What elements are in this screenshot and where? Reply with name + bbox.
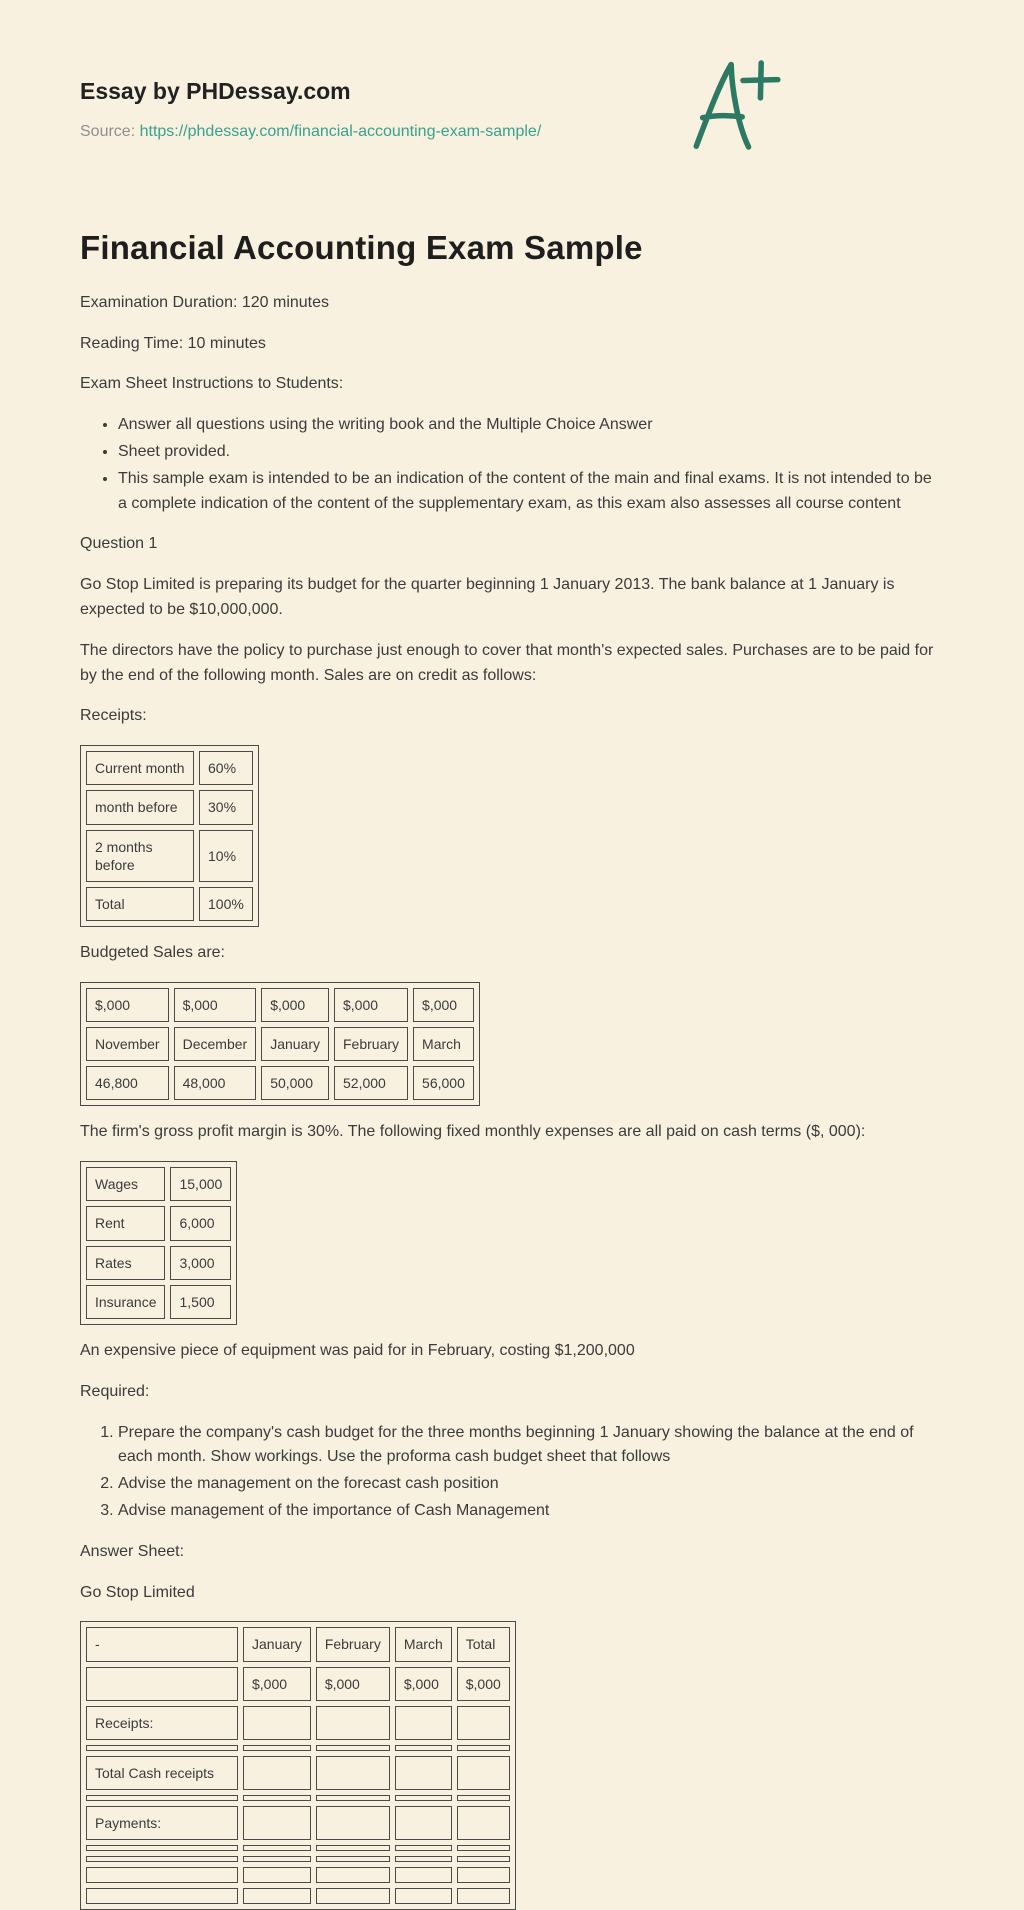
table-cell — [395, 1795, 452, 1801]
policy-paragraph: The directors have the policy to purchase just enough to cover that month's expected sales. Purchases are to be paid for by the end of the following month. Sales are on credit as follows: — [80, 641, 934, 684]
table-cell: Total — [86, 887, 194, 921]
table-cell: 2 months before — [86, 830, 194, 882]
table-cell: $,000 — [174, 988, 257, 1022]
table-row — [86, 1867, 510, 1883]
table-cell — [395, 1845, 452, 1851]
table-cell: 6,000 — [170, 1206, 231, 1240]
company-label: Go Stop Limited — [80, 1583, 195, 1601]
table-cell — [86, 1795, 238, 1801]
table-cell — [243, 1706, 311, 1740]
table-cell — [86, 1667, 238, 1701]
table-row — [86, 1706, 510, 1740]
table-row — [86, 1285, 231, 1319]
table-cell — [457, 1756, 510, 1790]
table-cell — [457, 1845, 510, 1851]
table-cell: month before — [86, 790, 194, 824]
table-row — [86, 1856, 510, 1862]
source-link[interactable]: https://phdessay.com/financial-accounting-exam-sample/ — [139, 123, 542, 140]
table-row — [86, 1027, 474, 1061]
table-cell: 46,800 — [86, 1066, 169, 1100]
table-cell — [316, 1856, 390, 1862]
source-line — [80, 120, 944, 145]
page-title: Financial Accounting Exam Sample — [80, 228, 643, 266]
table-cell — [316, 1867, 390, 1883]
table-cell — [395, 1856, 452, 1862]
table-row — [86, 1795, 510, 1801]
cash-budget-table — [80, 1621, 516, 1910]
table-row — [86, 751, 253, 785]
equipment-paragraph: An expensive piece of equipment was paid for in February, costing $1,200,000 — [80, 1342, 635, 1359]
table-cell: Rates — [86, 1246, 165, 1280]
table-cell — [316, 1845, 390, 1851]
table-cell — [243, 1806, 311, 1840]
table-cell — [86, 1845, 238, 1851]
table-cell — [395, 1706, 452, 1740]
list-item: • Sheet provided. — [118, 440, 944, 465]
table-cell — [457, 1745, 510, 1751]
table-cell: $,000 — [261, 988, 329, 1022]
exam-duration-text: Examination Duration: 120 minutes — [80, 293, 330, 311]
list-item: • Answer all questions using the writing book and the Multiple Choice Answer — [118, 413, 944, 438]
table-cell: $,000 — [413, 988, 474, 1022]
table-cell — [457, 1856, 510, 1862]
table-row — [86, 1627, 510, 1661]
table-cell — [243, 1795, 311, 1801]
table-cell — [395, 1888, 452, 1904]
table-row — [86, 1888, 510, 1904]
table-row — [86, 887, 253, 921]
table-cell: February — [316, 1627, 390, 1661]
table-row — [86, 1745, 510, 1751]
question-label: Question 1 — [80, 535, 158, 553]
table-cell: February — [334, 1027, 408, 1061]
table-cell: $,000 — [395, 1667, 452, 1701]
table-cell: Total Cash receipts — [86, 1756, 238, 1790]
table-row — [86, 1167, 231, 1201]
receipts-table — [80, 745, 259, 927]
budgeted-sales-label: Budgeted Sales are: — [80, 944, 225, 962]
table-row — [86, 1845, 510, 1851]
table-cell: January — [261, 1027, 329, 1061]
table-cell — [457, 1795, 510, 1801]
fixed-expenses-table — [80, 1161, 237, 1325]
table-cell: Payments: — [86, 1806, 238, 1840]
table-cell — [316, 1888, 390, 1904]
required-label: Required: — [80, 1382, 150, 1400]
table-row — [86, 1246, 231, 1280]
table-cell: Wages — [86, 1167, 165, 1201]
table-cell — [316, 1756, 390, 1790]
table-cell — [86, 1745, 238, 1751]
table-cell — [243, 1756, 311, 1790]
table-cell — [86, 1856, 238, 1862]
table-cell — [457, 1706, 510, 1740]
receipts-label: Receipts: — [80, 707, 147, 725]
table-cell: - — [86, 1627, 238, 1661]
table-row — [86, 790, 253, 824]
table-cell: 60% — [199, 751, 253, 785]
table-cell: 3,000 — [170, 1246, 231, 1280]
list-item: 3. Advise management of the importance of Cash Management — [118, 1499, 944, 1524]
table-cell: January — [243, 1627, 311, 1661]
table-cell — [316, 1795, 390, 1801]
table-cell — [457, 1806, 510, 1840]
table-cell — [243, 1867, 311, 1883]
instructions-heading: Exam Sheet Instructions to Students: — [80, 375, 344, 393]
table-cell — [243, 1745, 311, 1751]
table-cell: 100% — [199, 887, 253, 921]
table-cell: 10% — [199, 830, 253, 882]
table-cell — [316, 1706, 390, 1740]
table-cell: Receipts: — [86, 1706, 238, 1740]
instructions-list — [80, 413, 944, 516]
table-cell — [243, 1856, 311, 1862]
source-label: Source: — [80, 123, 136, 140]
table-cell: $,000 — [316, 1667, 390, 1701]
table-cell: Total — [457, 1627, 510, 1661]
list-item: 2. Advise the management on the forecast cash position — [118, 1472, 944, 1497]
table-cell — [86, 1888, 238, 1904]
table-cell: November — [86, 1027, 169, 1061]
table-cell — [457, 1888, 510, 1904]
table-cell: 30% — [199, 790, 253, 824]
table-cell: $,000 — [243, 1667, 311, 1701]
table-cell — [395, 1745, 452, 1751]
table-cell — [243, 1888, 311, 1904]
table-cell: March — [395, 1627, 452, 1661]
table-cell: 50,000 — [261, 1066, 329, 1100]
table-cell: Rent — [86, 1206, 165, 1240]
table-row — [86, 1806, 510, 1840]
table-row — [86, 1667, 510, 1701]
list-item: 1. Prepare the company's cash budget for the three months beginning 1 January showing the balance at the end of each month. Show workings. Use the proforma cash budget sheet that follows — [118, 1421, 944, 1471]
table-cell: $,000 — [86, 988, 169, 1022]
table-row — [86, 1066, 474, 1100]
table-cell — [395, 1867, 452, 1883]
page-header — [80, 78, 944, 145]
table-cell — [243, 1845, 311, 1851]
required-list — [80, 1421, 944, 1524]
table-cell: $,000 — [457, 1667, 510, 1701]
table-cell: 48,000 — [174, 1066, 257, 1100]
table-row — [86, 1756, 510, 1790]
gross-margin-paragraph: The firm's gross profit margin is 30%. The following fixed monthly expenses are all paid on cash terms ($, 000): — [80, 1123, 866, 1141]
table-cell: $,000 — [334, 988, 408, 1022]
table-row — [86, 830, 253, 882]
table-cell: December — [174, 1027, 257, 1061]
table-cell — [316, 1806, 390, 1840]
budgeted-sales-table — [80, 982, 480, 1107]
table-row — [86, 988, 474, 1022]
phdessay-a-plus-logo-icon — [686, 50, 781, 160]
list-item: • This sample exam is intended to be an indication of the content of the main and final exams. It is not intended to be a complete indication of the content of the supplementary exam, as this exam also assesses all course content — [118, 467, 944, 517]
table-cell: March — [413, 1027, 474, 1061]
table-cell — [395, 1756, 452, 1790]
table-cell — [457, 1867, 510, 1883]
table-cell: Current month — [86, 751, 194, 785]
table-cell — [316, 1745, 390, 1751]
byline: Essay by PHDessay.com — [80, 78, 351, 104]
table-cell — [395, 1806, 452, 1840]
reading-time-text: Reading Time: 10 minutes — [80, 334, 266, 352]
table-cell: 52,000 — [334, 1066, 408, 1100]
table-cell: 15,000 — [170, 1167, 231, 1201]
table-cell: Insurance — [86, 1285, 165, 1319]
question-intro-paragraph: Go Stop Limited is preparing its budget for the quarter beginning 1 January 2013. The bank balance at 1 January is expected to be $10,000,000. — [80, 576, 895, 618]
table-row — [86, 1206, 231, 1240]
answer-sheet-label: Answer Sheet: — [80, 1542, 185, 1560]
table-cell: 56,000 — [413, 1066, 474, 1100]
table-cell: 1,500 — [170, 1285, 231, 1319]
table-cell — [86, 1867, 238, 1883]
